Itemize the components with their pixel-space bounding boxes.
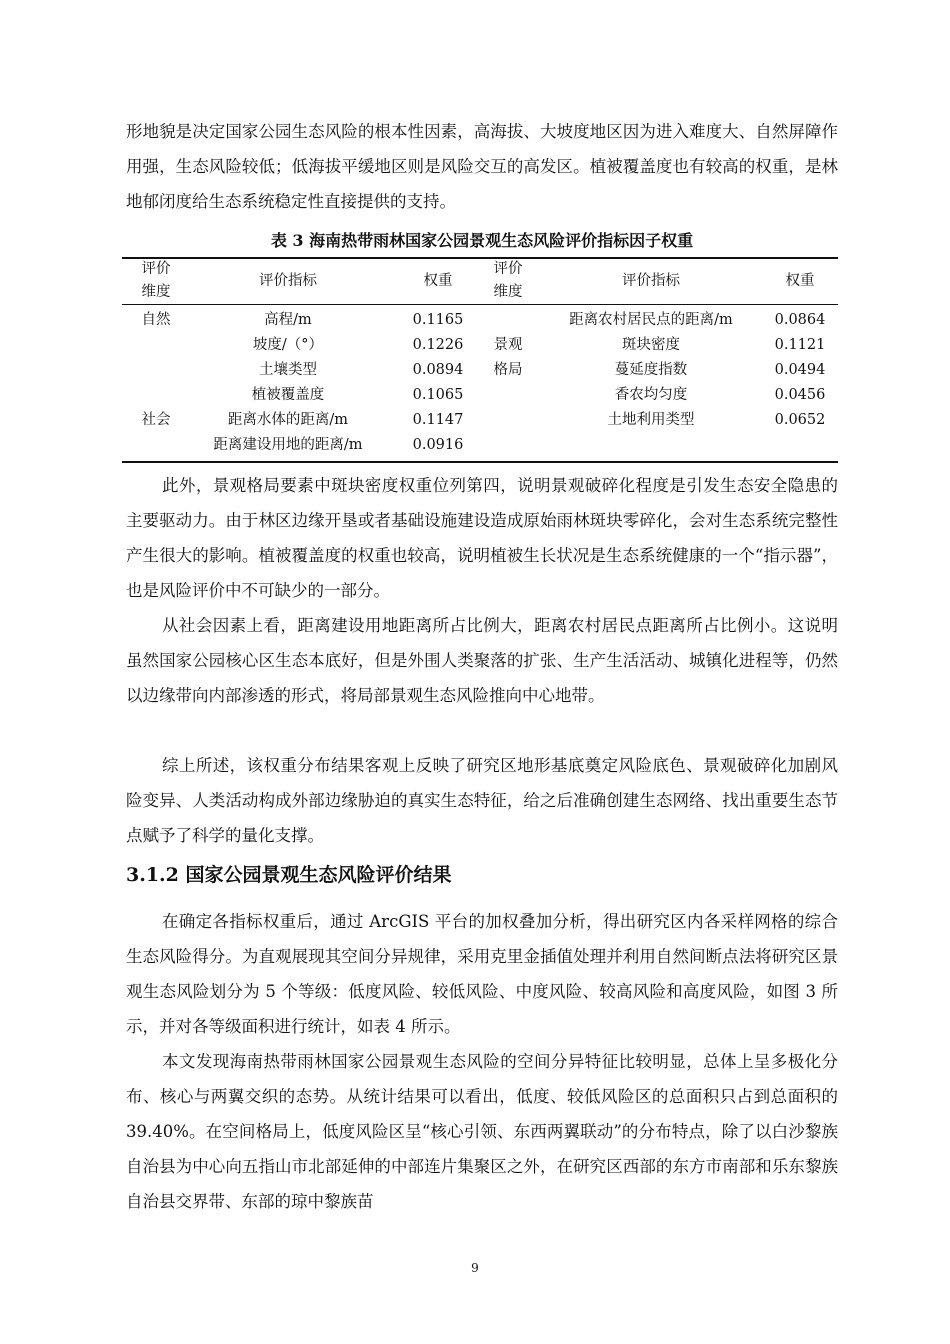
right-weight: 0.0652	[774, 412, 826, 428]
left-indicator: 坡度/（°）	[252, 337, 324, 353]
left-weight: 0.1065	[412, 387, 464, 403]
header-weight-left: 权重	[423, 273, 453, 289]
header-dimension-line2: 维度	[493, 284, 523, 300]
left-weight: 0.0916	[412, 437, 464, 453]
right-weight: 0.0494	[774, 362, 826, 378]
table-bottom-rule	[122, 461, 838, 463]
header-indicator-left: 评价指标	[259, 273, 317, 289]
right-indicator: 斑块密度	[622, 337, 680, 353]
body-paragraph: 在确定各指标权重后，通过 ArcGIS 平台的加权叠加分析，得出研究区内各采样网格的综合生态风险得分。为直观展现其空间分异规律，采用克里金插值处理并利用自然间断点法将研究区景观生态风险划分为 5 个等级：低度风险、较低风险、中度风险、较高风险和高度风险，如图 3 所示，并对各等级面积进行统计，如表 4 所示。	[126, 912, 838, 1036]
right-indicator: 香农均匀度	[614, 387, 688, 403]
table-caption: 表 3 海南热带雨林国家公园景观生态风险评价指标因子权重	[270, 231, 694, 250]
header-dimension-left	[126, 258, 186, 304]
right-indicator: 蔓延度指数	[614, 362, 688, 378]
body-paragraph: 从社会因素上看，距离建设用地距离所占比例大，距离农村居民点距离所占比例小。这说明虽然国家公园核心区生态本底好，但是外围人类聚落的扩张、生产生活活动、城镇化进程等，仍然以边缘带向内部渗透的形式，将局部景观生态风险推向中心地带。	[126, 616, 838, 705]
left-indicator: 土壤类型	[259, 362, 317, 378]
dimension-landscape: 景观	[493, 337, 523, 353]
intro-paragraph: 形地貌是决定国家公园生态风险的根本性因素，高海拔、大坡度地区因为进入难度大、自然屏障作用强，生态风险较低；低海拔平缓地区则是风险交互的高发区。植被覆盖度也有较高的权重，是林地郁闭度给生态系统稳定性直接提供的支持。	[126, 122, 838, 211]
header-dimension-line1: 评价	[141, 261, 171, 277]
header-dimension-right	[478, 258, 538, 304]
header-dimension-line1: 评价	[493, 261, 523, 277]
header-dimension-line2: 维度	[141, 284, 171, 300]
right-weight: 0.0864	[774, 312, 826, 328]
left-weight: 0.1226	[412, 337, 464, 353]
left-indicator: 植被覆盖度	[251, 387, 325, 403]
right-indicator: 距离农村居民点的距离/m	[569, 312, 733, 328]
table-header-rule	[122, 304, 838, 305]
dimension-pattern: 格局	[493, 362, 523, 378]
header-indicator-right: 评价指标	[622, 273, 680, 289]
left-indicator: 高程/m	[264, 312, 312, 328]
right-weight: 0.1121	[774, 337, 826, 353]
dimension-social: 社会	[141, 412, 171, 428]
left-indicator: 距离建设用地的距离/m	[213, 437, 363, 453]
left-weight: 0.1147	[412, 412, 464, 428]
left-weight: 0.0894	[412, 362, 464, 378]
right-weight: 0.0456	[774, 387, 826, 403]
left-weight: 0.1165	[412, 312, 464, 328]
dimension-natural: 自然	[141, 312, 171, 328]
left-indicator: 距离水体的距离/m	[227, 412, 349, 428]
section-heading: 3.1.2 国家公园景观生态风险评价结果	[126, 864, 452, 886]
body-paragraph: 此外，景观格局要素中斑块密度权重位列第四，说明景观破碎化程度是引发生态安全隐患的主要驱动力。由于林区边缘开垦或者基础设施建设造成原始雨林斑块零碎化，会对生态系统完整性产生很大的影响。植被覆盖度的权重也较高，说明植被生长状况是生态系统健康的一个“指示器”，也是风险评价中不可缺少的一部分。	[126, 476, 838, 600]
header-weight-right: 权重	[785, 273, 815, 289]
page-number: 9	[471, 1261, 479, 1275]
body-paragraph: 本文发现海南热带雨林国家公园景观生态风险的空间分异特征比较明显，总体上呈多极化分布、核心与两翼交织的态势。从统计结果可以看出，低度、较低风险区的总面积只占到总面积的 39.40%。在空间格局上，低度风险区呈“核心引领、东西两翼联动”的分布特点，除了以白沙黎族自治县为中心向五指山市北部延伸的中部连片集聚区之外，在研究区西部的东方市南部和乐东黎族自治县交界带、东部的琼中黎族苗	[126, 1052, 838, 1211]
body-paragraph: 综上所述，该权重分布结果客观上反映了研究区地形基底奠定风险底色、景观破碎化加剧风险变异、人类活动构成外部边缘胁迫的真实生态特征，给之后准确创建生态网络、找出重要生态节点赋予了科学的量化支撑。	[126, 756, 838, 845]
right-indicator: 土地利用类型	[607, 412, 695, 428]
